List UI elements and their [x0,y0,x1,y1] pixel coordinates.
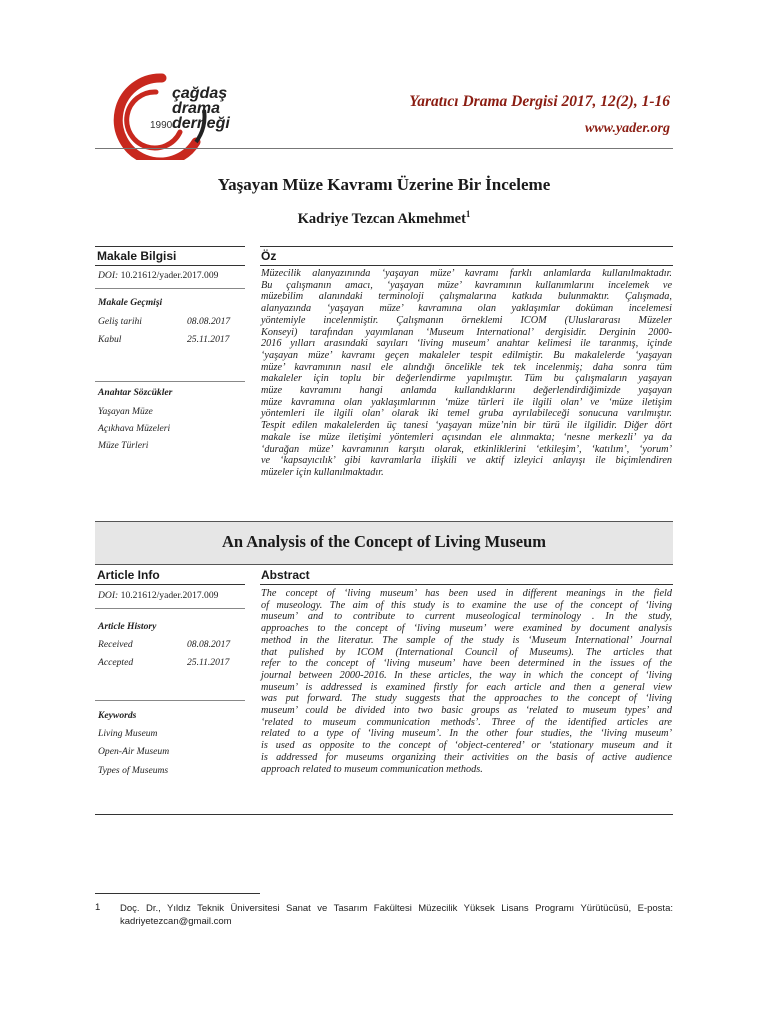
info-heading-en: Article Info [97,568,160,582]
abstract-line: is used as opposite to the concept of ‘object-centered’ or ‘stationary museum and it [261,740,672,752]
abstract-line: ‘related to museum communication methods’. Three of the identified articles are [261,716,672,728]
section-end-rule [95,814,673,815]
logo-year: 1990 [150,120,173,131]
received-date-en: 08.08.2017 [187,639,231,650]
history-heading-en: Article History [98,621,157,632]
abstract-line: museum’ and to contribute to current museological terminology . In the study, [261,611,672,623]
abstract-line: was put forward. The study suggests that the approaches to the concept of ‘living [261,693,672,705]
abstract-line: of museology. The aim of this study is to examine the use of the concept of ‘living [261,599,672,611]
footnote-rule [95,893,260,894]
abstract-line: museum’ could be divided into two basic groups as ‘related to museum types’ and [261,705,672,717]
abstract-line: müze kavramına olan yaklaşımlarının ‘müze türleri ile ilgili olan’ ve ‘müze iletişim [261,396,672,408]
abstract-line: yöntemleri ile ilgili olan’ olarak iki temel gruba ayrılabileceği sonucuna varılmıştır. [261,408,672,420]
keyword-en: Open-Air Museum [98,746,170,757]
abstract-heading-en: Abstract [261,568,310,582]
doi-en [98,590,218,601]
author-name: Kadriye Tezcan Akmehmet [297,210,466,227]
rule [95,288,245,289]
footnote-marker[interactable]: 1 [465,209,471,219]
abstract-line: Konseyi) tarafından yayımlanan ‘Museum International’ dergisidir. Derginin 2000- [261,326,672,338]
abstract-line: refer to the concept of ‘living museum’ have been determined in the issues of the [261,658,672,670]
article-title-en: An Analysis of the Concept of Living Museum [221,532,547,551]
keyword-tr: Yaşayan Müze [98,406,153,417]
rule [95,608,245,609]
received-date-tr: 08.08.2017 [187,316,231,327]
footnote-number: 1 [95,902,101,913]
rule [260,584,673,585]
abstract-line: method in the literatur. The sample of the study is ‘Museum International’ Journal [261,634,672,646]
abstract-line: makaleler için toplu bir değerlendirme yapılmıştır. Tüm bu çalışmaların yaşayan [261,373,672,385]
rule [95,381,245,382]
abstract-line: is addressed for museums organizing their activities on the basis of active audience [261,751,672,763]
received-label-tr: Geliş tarihi [98,316,142,327]
abstract-line: ve ‘kapsayıcılık’ gibi kavramlarla ilişkili ve aktif izleyici anlayışı ile biçimlendiren [261,455,672,467]
abstract-line: makale ise müze iletişimi yöntemleri açısından ele alınmakta; ‘nesne merkezli’ ya da [261,431,672,443]
keywords-heading-en: Keywords [98,710,137,721]
abstract-line: müze’ kavramının nasıl ele alındığı öncelikle tek tek incelenmiş; daha sonra tüm [261,361,672,373]
logo-line: derneği [172,115,230,132]
abstract-line: approaches to the concept of ‘living museum’ were examined by document analysis [261,623,672,635]
abstract-line: ‘yaşayan müze’ kavramı geçen makaleler tespit edilmiştir. Bu makalelerde ‘yaşayan [261,349,672,361]
accepted-date-tr: 25.11.2017 [187,334,230,345]
rule [95,584,245,585]
abstract-line: alanyazında ‘yaşayan müze’ kavramına olan yaklaşımlar doküman incelemesi [261,303,672,315]
rule [260,265,673,266]
rule [260,246,673,247]
keywords-heading-tr: Anahtar Sözcükler [98,387,173,398]
abstract-line: müzebilim alanındaki terminoloji çalışmalarına katkıda bulunmaktır. Çalışmada, [261,291,672,303]
abstract-text-tr [261,268,672,479]
author-line [0,209,768,228]
info-heading-tr: Makale Bilgisi [97,249,177,263]
abstract-line: journal between 2000-2016. In these articles, the way in which the concept of ‘living [261,669,672,681]
abstract-line: Bu çalışmanın amacı, ‘yaşayan müze’ kavramının kullanımlarını incelemek ve [261,279,672,291]
abstract-line: Müzecilik alanyazınında ‘yaşayan müze’ kavramı farklı anlamlarda kullanılmaktadır. [261,268,672,279]
article-title-tr: Yaşayan Müze Kavramı Üzerine Bir İnceleme [217,175,551,194]
abstract-line: 2016 yılları arasındaki sayıları ‘living museum’ anahtar kelimesi ile taranmış, içinde [261,338,672,350]
abstract-heading-tr: Öz [261,249,277,263]
abstract-line: ‘durağan müze’ kavramının karşıtı olarak, etkinliklerini ‘etkileşim’, ‘katılım’, ‘yorum’ [261,443,672,455]
logo-line: drama [172,100,221,117]
header-divider [95,148,673,149]
logo-line: çağdaş [172,85,228,102]
doi-value[interactable]: 10.21612/yader.2017.009 [120,270,219,281]
abstract-line: müze kavramını hangi anlamda kullandıklarını değerlendirdiğimizde yaşayan [261,385,672,397]
footnote-text: Doç. Dr., Yıldız Teknik Üniversitesi Sanat ve Tasarım Fakültesi Müzecilik Yüksek Lisans Programı Yürütücüsü, E-posta: kadriyetezcan@gmail.com [120,903,673,927]
history-heading-tr: Makale Geçmişi [98,297,163,308]
abstract-line: Tespit edilen makalelerden üç tanesi ‘yaşayan müze’nin bir türü ile ilgilidir. Diğer dört [261,420,672,432]
keyword-en: Types of Museums [98,765,169,776]
keyword-tr: Açıkhava Müzeleri [98,423,171,434]
abstract-line: museum’ is addressed is examined firstly for each article and then a general view [261,681,672,693]
logo-wordmark [172,86,230,131]
rule [95,700,245,701]
doi-label: DOI: [98,590,119,601]
abstract-line: yöntemiyle incelenmiştir. Çalışmanın örneklemi ICOM (Uluslararası Müzeler [261,314,672,326]
journal-citation: Yaratıcı Drama Dergisi 2017, 12(2), 1-16 [409,93,670,110]
doi-value[interactable]: 10.21612/yader.2017.009 [120,590,219,601]
received-label-en: Received [98,639,133,650]
accepted-label-tr: Kabul [98,334,122,345]
abstract-line: that pulished by ICOM (International Council of Museums). The articles that [261,646,672,658]
abstract-line: The concept of ‘living museum’ has been used in different meanings in the field [261,588,672,599]
abstract-line: approach related to museum communication methods. [261,763,483,775]
abstract-text-en [261,588,672,775]
abstract-line: müzeler için kullanılmaktadır. [261,466,384,478]
abstract-line: related to a type of ‘living museum’. In the other four studies, the ‘living museum’ [261,728,672,740]
accepted-label-en: Accepted [98,657,134,668]
rule [95,265,245,266]
doi-label: DOI: [98,270,119,281]
doi-tr [98,270,218,281]
rule [95,246,245,247]
accepted-date-en: 25.11.2017 [187,657,230,668]
keyword-en: Living Museum [98,728,158,739]
keyword-tr: Müze Türleri [98,440,149,451]
journal-website-link[interactable]: www.yader.org [584,121,670,136]
